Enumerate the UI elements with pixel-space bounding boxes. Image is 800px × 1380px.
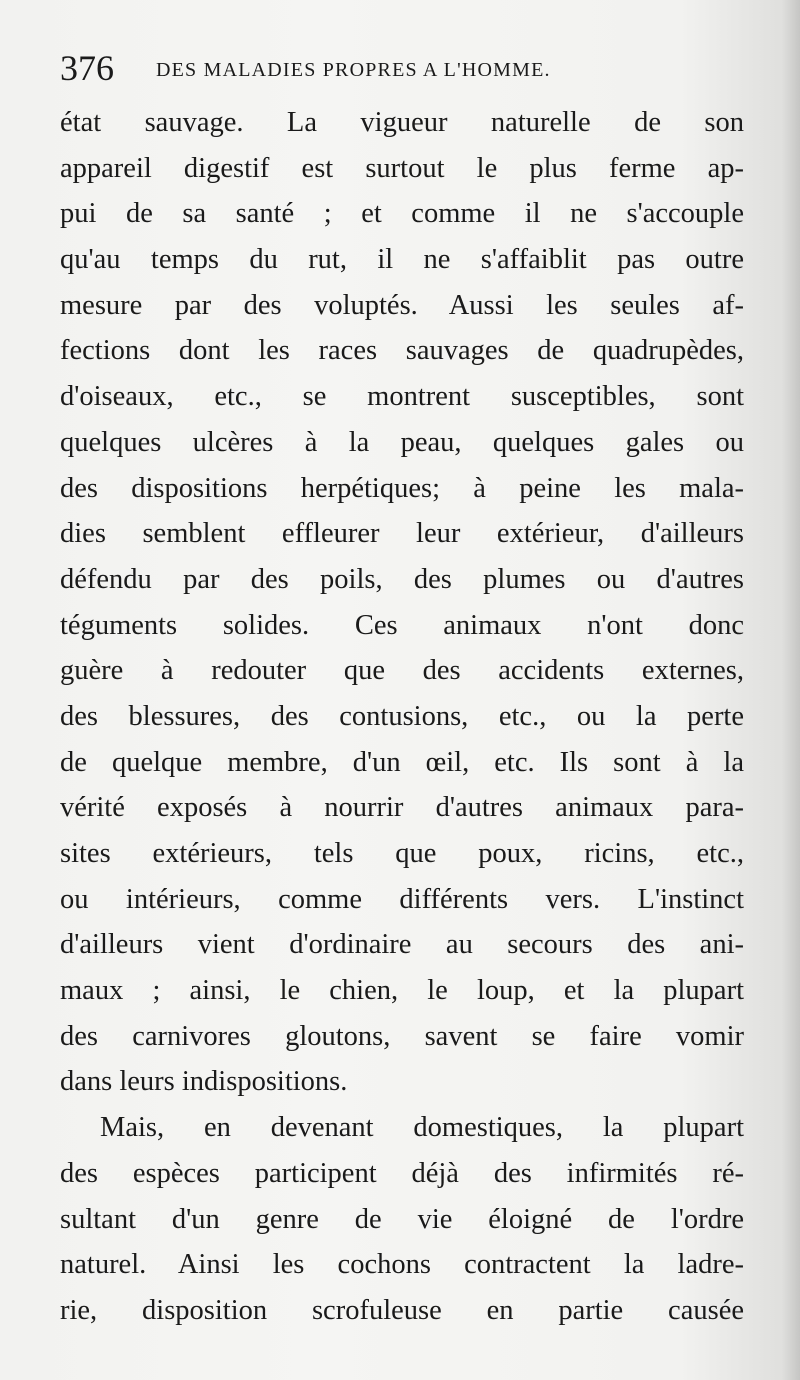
text-line: état sauvage. La vigueur naturelle de son [60,107,744,138]
text-line: d'ailleurs vient d'ordinaire au secours des ani- [60,929,744,961]
text-line: guère à redouter que des accidents externes, [60,655,744,687]
text-line: des blessures, des contusions, etc., ou la perte [60,700,744,732]
text-line: quelques ulcères à la peau, quelques gales ou [60,426,744,458]
text-line: dies semblent effleurer leur extérieur, d'ailleurs [60,518,744,550]
text-line: ou intérieurs, comme différents vers. L'instinct [60,883,744,915]
text-line: mesure par des voluptés. Aussi les seules af- [60,289,744,321]
text-line: fections dont les races sauvages de quadrupèdes, [60,335,744,367]
text-line: rie, disposition scrofuleuse en partie causée [60,1294,744,1326]
text-line: d'oiseaux, etc., se montrent susceptibles, sont [60,381,744,413]
text-line: de quelque membre, d'un œil, etc. Ils sont à la [60,746,744,778]
text-line: pui de sa santé ; et comme il ne s'accouple [60,198,744,230]
text-line: des espèces participent déjà des infirmités ré- [60,1157,744,1189]
page-number: 376 [60,48,114,88]
text-line: des carnivores gloutons, savent se faire vomir [60,1020,744,1052]
text-line: appareil digestif est surtout le plus ferme ap- [60,152,744,184]
text-line: maux ; ainsi, le chien, le loup, et la plupart [60,975,744,1007]
body-text [60,100,744,1334]
text-line: sultant d'un genre de vie éloigné de l'ordre [60,1203,744,1235]
text-line: qu'au temps du rut, il ne s'affaiblit pas outre [60,244,744,276]
text-line: défendu par des poils, des plumes ou d'autres [60,563,744,595]
text-line: des dispositions herpétiques; à peine les mala- [60,472,744,504]
page-edge-shadow [782,0,800,1380]
paragraph-last-line: dans leurs indispositions. [60,1066,348,1098]
text-line: vérité exposés à nourrir d'autres animaux para- [60,792,744,824]
running-head: DES MALADIES PROPRES A L'HOMME. [156,59,551,81]
text-line: téguments solides. Ces animaux n'ont donc [60,609,744,641]
text-line: naturel. Ainsi les cochons contractent la ladre- [60,1249,744,1281]
paragraph-first-line: Mais, en devenant domestiques, la plupart [100,1112,744,1144]
text-line: sites extérieurs, tels que poux, ricins, etc., [60,838,744,869]
page-header [60,44,750,92]
